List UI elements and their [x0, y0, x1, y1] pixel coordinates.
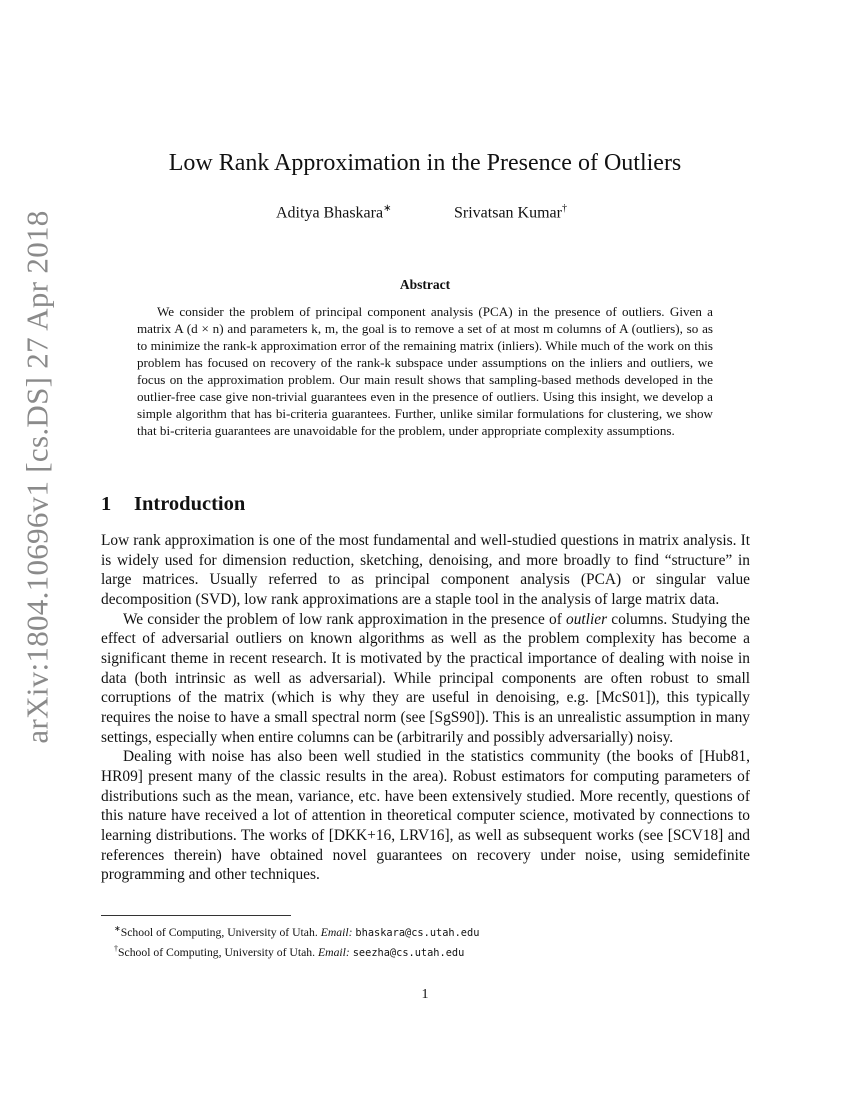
section-title: Introduction: [134, 493, 246, 515]
page-number: 1: [421, 987, 429, 1002]
paragraph-2-part-2: columns. Studying the effect of adversarial outliers on known algorithms as well as the problem complexity has become a significant theme in recent research. It is motivated by the practical importance of dealing with noise in data (both intrinsic as well as adversarial). While principal components are often robust to small corruptions of the matrix (which is why they are useful in denoising, e.g. [McS01]), this typically requires the noise to have a small spectral norm (see [SgS90]). This is an unrealistic assumption in many settings, especially when entire columns can be (arbitrarily and possibly adversarially) noisy.: [101, 610, 751, 746]
footnote-2: [114, 941, 754, 961]
author-1: [276, 203, 391, 222]
arxiv-identifier-stamp: [8, 210, 68, 744]
footnote-2-email-label: Email:: [317, 945, 350, 959]
abstract-body: We consider the problem of principal component analysis (PCA) in the presence of outliers. Given a matrix A (d × n) and parameters k, m, the goal is to remove a set of at most m columns of A (outliers), so as to minimize the rank-k approximation error of the remaining matrix (inliers). While much of the work on this problem has focused on recovery of the rank-k subspace under assumptions on the inliers and outliers, we focus on the approximation problem. Our main result shows that sampling-based methods developed in the outlier-free case give non-trivial guarantees even in the presence of outliers. Using this insight, we develop a simple algorithm that has bi-criteria guarantees. Further, unlike similar formulations for clustering, we show that bi-criteria guarantees are unavoidable for the problem, under appropriate complexity assumptions.: [137, 304, 713, 438]
arxiv-identifier-text: arXiv:1804.10696v1 [cs.DS] 27 Apr 2018: [20, 210, 56, 744]
footnote-1-email[interactable]: bhaskara@cs.utah.edu: [355, 926, 480, 939]
author-2: [454, 203, 567, 222]
footnote-2-email[interactable]: seezha@cs.utah.edu: [352, 946, 465, 959]
footnote-1-mark: ∗: [114, 924, 121, 933]
footnotes: [114, 921, 754, 961]
paragraph-2-part-1: We consider the problem of low rank approximation in the presence of: [123, 610, 567, 628]
footnote-divider: [101, 915, 291, 916]
paragraph-2-emphasis: outlier: [566, 610, 608, 628]
footnote-2-mark: †: [114, 943, 118, 953]
section-number: 1: [101, 493, 112, 515]
abstract-heading: Abstract: [399, 277, 451, 292]
introduction-body: [101, 531, 750, 885]
paragraph-1: Low rank approximation is one of the most fundamental and well-studied questions in matrix analysis. It is widely used for dimension reduction, sketching, denoising, and more broadly to find “structure” in large matrices. Usually referred to as principal component analysis (PCA) or singular value decomposition (SVD), low rank approximations are a staple tool in the analysis of large matrix data.: [101, 532, 750, 608]
author-1-name: Aditya Bhaskara: [276, 204, 384, 222]
paragraph-3: Dealing with noise has also been well studied in the statistics community (the books of [Hub81, HR09] present many of the classic results in the area). Robust estimators for computing parameters of distributions such as the mean, variance, etc. have been extensively studied. More recently, questions of this nature have received a lot of attention in theoretical computer science, motivated by connections to learning distributions. The works of [DKK+16, LRV16], as well as subsequent works (see [SCV18] and references therein) have obtained novel guarantees on recovery under noise, using semidefinite programming and other techniques.: [101, 748, 750, 884]
footnote-1-email-label: Email:: [320, 925, 353, 939]
section-heading: [101, 493, 245, 516]
footnote-1: [114, 921, 754, 941]
author-2-name: Srivatsan Kumar: [454, 204, 562, 222]
footnote-1-affiliation: School of Computing, University of Utah.: [120, 925, 318, 939]
paragraph-2: [101, 610, 750, 748]
author-2-footnote-mark: †: [561, 203, 567, 214]
author-1-footnote-mark: ∗: [383, 203, 392, 214]
paper-title: Low Rank Approximation in the Presence of Outliers: [168, 150, 682, 176]
footnote-2-affiliation: School of Computing, University of Utah.: [118, 945, 316, 959]
